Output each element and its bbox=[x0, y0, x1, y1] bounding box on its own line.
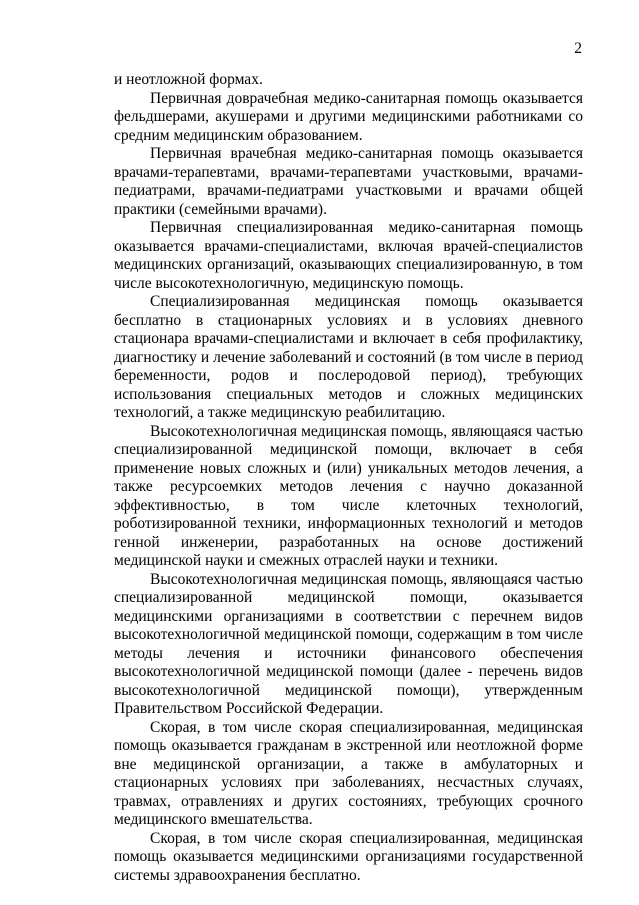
page-number: 2 bbox=[574, 40, 582, 57]
paragraph-5: Специализированная медицинская помощь оказывается бесплатно в стационарных условиях и в условиях дневного стационара врачами-специалистами и включает в себя профилактику, диагностику и лечение заболеваний и состояний (в том числе в период беременности, родов и послеродовой период), требующих использования специальных методов и сложных медицинских технологий, а также медицинскую реабилитацию. bbox=[114, 293, 583, 421]
paragraph-7: Высокотехнологичная медицинская помощь, являющаяся частью специализированной медицинской помощи, оказывается медицинскими организациями в соответствии с перечнем видов высокотехнологичной медицинской помощи, содержащим в том числе методы лечения и источники финансового обеспечения высокотехнологичной медицинской помощи (далее - перечень видов высокотехнологичной медицинской помощи), утвержденным Правительством Российской Федерации. bbox=[114, 570, 583, 717]
document-body bbox=[114, 71, 583, 885]
paragraph-1: и неотложной формах. bbox=[114, 71, 263, 88]
paragraph-2: Первичная доврачебная медико-санитарная помощь оказывается фельдшерами, акушерами и другими медицинскими работниками со средним медицинским образованием. bbox=[114, 89, 583, 144]
paragraph-4: Первичная специализированная медико-санитарная помощь оказывается врачами-специалистами, включая врачей-специалистов медицинских организаций, оказывающих специализированную, в том числе высокотехнологичную, медицинскую помощь. bbox=[114, 219, 583, 292]
paragraph-8: Скорая, в том числе скорая специализированная, медицинская помощь оказывается гражданам в экстренной или неотложной форме вне медицинской организации, а также в амбулаторных и стационарных условиях при заболеваниях, несчастных случаях, травмах, отравлениях и других состояниях, требующих срочного медицинского вмешательства. bbox=[114, 718, 583, 828]
paragraph-3: Первичная врачебная медико-санитарная помощь оказывается врачами-терапевтами, врачами-терапевтами участковыми, врачами-педиатрами, врачами-педиатрами участковыми и врачами общей практики (семейными врачами). bbox=[114, 145, 583, 218]
paragraph-6: Высокотехнологичная медицинская помощь, являющаяся частью специализированной медицинской помощи, включает в себя применение новых сложных и (или) уникальных методов лечения, а также ресурсоемких методов лечения с научно доказанной эффективностью, в том числе клеточных технологий, роботизированной техники, информационных технологий и методов генной инженерии, разработанных на основе достижений медицинской науки и смежных отраслей науки и техники. bbox=[114, 422, 583, 569]
paragraph-9: Скорая, в том числе скорая специализированная, медицинская помощь оказывается медицинскими организациями государственной системы здравоохранения бесплатно. bbox=[114, 829, 583, 884]
